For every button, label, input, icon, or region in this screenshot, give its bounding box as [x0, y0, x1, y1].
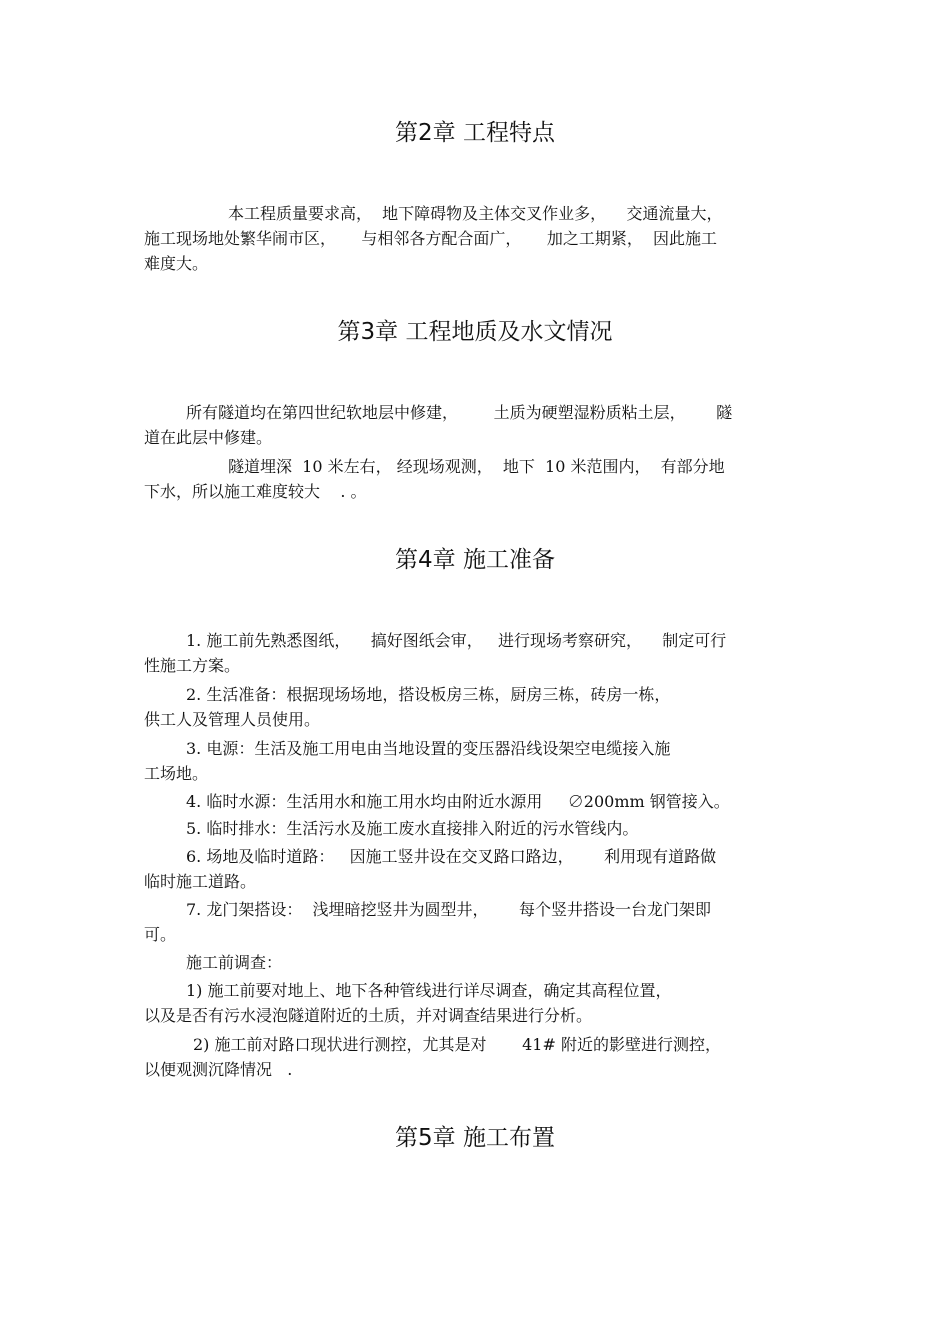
text-line: 临时施工道路。 — [144, 872, 257, 891]
text-line: 3. 电源：生活及施工用电由当地设置的变压器沿线设架空电缆接入施 — [186, 739, 671, 758]
chapter-3-title: 第3章 工程地质及水文情况 — [337, 319, 613, 345]
text-line: 下水，所以施工难度较大 . 。 — [144, 482, 367, 501]
text-line: 本工程质量要求高， 地下障碍物及主体交叉作业多， 交通流量大， — [228, 204, 723, 223]
text-line: 性施工方案。 — [144, 656, 241, 675]
text-line: 所有隧道均在第四世纪软地层中修建， 土质为硬塑湿粉质粘土层， 隧 — [186, 403, 733, 422]
text-line: 施工前调查： — [186, 953, 283, 972]
text-line: 可。 — [144, 925, 177, 944]
text-line: 1) 施工前要对地上、地下各种管线进行详尽调查，确定其高程位置， — [186, 981, 672, 1000]
text-line: 难度大。 — [144, 254, 209, 273]
text-line: 4. 临时水源：生活用水和施工用水均由附近水源用 ∅200mm 钢管接入。 — [186, 792, 730, 811]
text-line: 工场地。 — [144, 764, 209, 783]
text-line: 供工人及管理人员使用。 — [144, 710, 321, 729]
text-line: 7. 龙门架搭设： 浅埋暗挖竖井为圆型井， 每个竖井搭设一台龙门架即 — [186, 900, 712, 919]
text-line: 以便观测沉降情况 . — [144, 1060, 293, 1079]
text-line: 施工现场地处繁华闹市区， 与相邻各方配合面广， 加之工期紧， 因此施工 — [144, 229, 718, 248]
text-line: 5. 临时排水：生活污水及施工废水直接排入附近的污水管线内。 — [186, 819, 639, 838]
text-line: 道在此层中修建。 — [144, 428, 273, 447]
text-line: 以及是否有污水浸泡隧道附近的土质，并对调查结果进行分析。 — [144, 1006, 593, 1025]
text-line: 6. 场地及临时道路： 因施工竖井设在交叉路口路边， 利用现有道路做 — [186, 847, 717, 866]
text-line: 2. 生活准备：根据现场场地，搭设板房三栋，厨房三栋，砖房一栋， — [186, 685, 671, 704]
text-line: 隧道埋深 10 米左右， 经现场观测， 地下 10 米范围内， 有部分地 — [228, 457, 725, 476]
chapter-4-title: 第4章 施工准备 — [395, 547, 555, 573]
text-line: 1. 施工前先熟悉图纸， 搞好图纸会审， 进行现场考察研究， 制定可行 — [186, 631, 727, 650]
text-line: 2) 施工前对路口现状进行测控，尤其是对 41# 附近的影壁进行测控， — [193, 1035, 721, 1054]
chapter-5-title: 第5章 施工布置 — [395, 1125, 555, 1151]
chapter-2-title: 第2章 工程特点 — [395, 120, 555, 146]
